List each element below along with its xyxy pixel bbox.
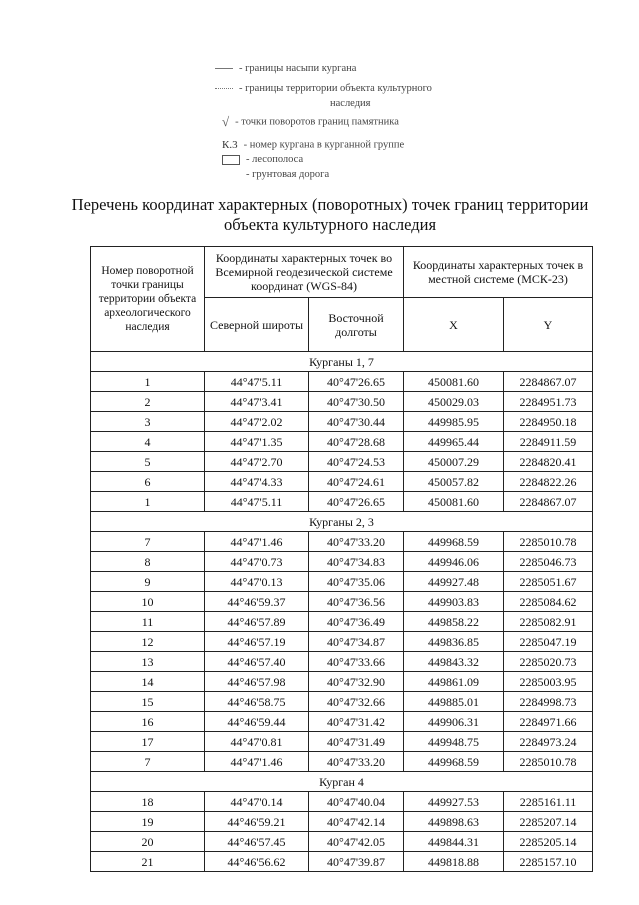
cell-x: 449985.95 xyxy=(404,412,504,432)
cell-point-number: 11 xyxy=(91,612,205,632)
cell-y: 2285047.19 xyxy=(504,632,593,652)
table-row xyxy=(91,732,593,752)
cell-x: 449948.75 xyxy=(404,732,504,752)
cell-east-longitude: 40°47'26.65 xyxy=(309,372,404,392)
header-east-longitude: Восточной долготы xyxy=(309,298,404,352)
cell-x: 449898.63 xyxy=(404,812,504,832)
cell-y: 2284867.07 xyxy=(504,372,593,392)
table-row xyxy=(91,712,593,732)
table-row xyxy=(91,572,593,592)
cell-x: 449836.85 xyxy=(404,632,504,652)
cell-y: 2285157.10 xyxy=(504,852,593,872)
cell-point-number: 3 xyxy=(91,412,205,432)
cell-east-longitude: 40°47'33.20 xyxy=(309,532,404,552)
section-label: Курганы 2, 3 xyxy=(91,512,593,532)
cell-east-longitude: 40°47'28.68 xyxy=(309,432,404,452)
header-x: X xyxy=(404,298,504,352)
cell-x: 449946.06 xyxy=(404,552,504,572)
cell-east-longitude: 40°47'34.83 xyxy=(309,552,404,572)
table-row xyxy=(91,632,593,652)
cell-y: 2284911.59 xyxy=(504,432,593,452)
table-row xyxy=(91,532,593,552)
cell-x: 449885.01 xyxy=(404,692,504,712)
legend-item-dirt-road: - грунтовая дорога xyxy=(246,169,330,181)
cell-north-latitude: 44°46'57.45 xyxy=(205,832,309,852)
cell-east-longitude: 40°47'30.50 xyxy=(309,392,404,412)
legend-item-mound-border: - границы насыпи кургана xyxy=(215,63,356,74)
legend-item-territory-border: - границы территории объекта культурного xyxy=(215,83,432,94)
cell-east-longitude: 40°47'31.49 xyxy=(309,732,404,752)
cell-point-number: 21 xyxy=(91,852,205,872)
cell-point-number: 12 xyxy=(91,632,205,652)
dash-line-icon xyxy=(215,68,233,69)
table-row xyxy=(91,492,593,512)
cell-point-number: 1 xyxy=(91,492,205,512)
cell-x: 450007.29 xyxy=(404,452,504,472)
cell-north-latitude: 44°46'59.44 xyxy=(205,712,309,732)
cell-y: 2285205.14 xyxy=(504,832,593,852)
cell-point-number: 9 xyxy=(91,572,205,592)
cell-north-latitude: 44°46'58.75 xyxy=(205,692,309,712)
cell-y: 2285046.73 xyxy=(504,552,593,572)
cell-y: 2285003.95 xyxy=(504,672,593,692)
cell-y: 2284950.18 xyxy=(504,412,593,432)
table-row xyxy=(91,392,593,412)
cell-y: 2284951.73 xyxy=(504,392,593,412)
cell-x: 449858.22 xyxy=(404,612,504,632)
table-row xyxy=(91,852,593,872)
cell-east-longitude: 40°47'42.05 xyxy=(309,832,404,852)
cell-y: 2285082.91 xyxy=(504,612,593,632)
cell-north-latitude: 44°46'57.98 xyxy=(205,672,309,692)
turning-point-icon: √ xyxy=(222,114,230,129)
cell-north-latitude: 44°47'5.11 xyxy=(205,492,309,512)
cell-point-number: 19 xyxy=(91,812,205,832)
map-legend xyxy=(0,0,639,190)
table-row xyxy=(91,792,593,812)
cell-east-longitude: 40°47'32.66 xyxy=(309,692,404,712)
cell-north-latitude: 44°46'56.62 xyxy=(205,852,309,872)
cell-north-latitude: 44°47'2.70 xyxy=(205,452,309,472)
cell-x: 449903.83 xyxy=(404,592,504,612)
cell-north-latitude: 44°46'59.21 xyxy=(205,812,309,832)
cell-y: 2285051.67 xyxy=(504,572,593,592)
cell-north-latitude: 44°47'0.13 xyxy=(205,572,309,592)
cell-point-number: 6 xyxy=(91,472,205,492)
cell-east-longitude: 40°47'24.61 xyxy=(309,472,404,492)
cell-point-number: 10 xyxy=(91,592,205,612)
table-row xyxy=(91,552,593,572)
cell-north-latitude: 44°46'57.19 xyxy=(205,632,309,652)
cell-east-longitude: 40°47'36.49 xyxy=(309,612,404,632)
cell-north-latitude: 44°47'1.46 xyxy=(205,532,309,552)
cell-point-number: 4 xyxy=(91,432,205,452)
header-wgs84-group: Координаты характерных точек во Всемирной геодезической системе координат (WGS-84) xyxy=(205,247,404,298)
table-row xyxy=(91,372,593,392)
legend-continuation: наследия xyxy=(330,98,371,109)
header-msk23-group: Координаты характерных точек в местной системе (МСК-23) xyxy=(404,247,593,298)
cell-y: 2285084.62 xyxy=(504,592,593,612)
cell-point-number: 15 xyxy=(91,692,205,712)
cell-point-number: 13 xyxy=(91,652,205,672)
cell-x: 449861.09 xyxy=(404,672,504,692)
cell-y: 2284998.73 xyxy=(504,692,593,712)
forest-strip-icon xyxy=(222,155,240,165)
table-row xyxy=(91,592,593,612)
cell-east-longitude: 40°47'30.44 xyxy=(309,412,404,432)
cell-point-number: 14 xyxy=(91,672,205,692)
cell-point-number: 7 xyxy=(91,752,205,772)
cell-x: 450081.60 xyxy=(404,372,504,392)
cell-east-longitude: 40°47'34.87 xyxy=(309,632,404,652)
kurgan-label-icon: К.3 xyxy=(222,139,238,151)
cell-x: 449965.44 xyxy=(404,432,504,452)
table-row xyxy=(91,612,593,632)
cell-east-longitude: 40°47'40.04 xyxy=(309,792,404,812)
cell-east-longitude: 40°47'32.90 xyxy=(309,672,404,692)
cell-y: 2285010.78 xyxy=(504,532,593,552)
cell-point-number: 8 xyxy=(91,552,205,572)
cell-x: 449927.53 xyxy=(404,792,504,812)
cell-y: 2284867.07 xyxy=(504,492,593,512)
table-row xyxy=(91,472,593,492)
table-row xyxy=(91,752,593,772)
cell-east-longitude: 40°47'39.87 xyxy=(309,852,404,872)
coordinates-body xyxy=(91,352,593,872)
cell-north-latitude: 44°47'0.73 xyxy=(205,552,309,572)
header-point-number: Номер поворотной точки границы территории объекта археологического наследия xyxy=(91,247,205,352)
section-row xyxy=(91,772,593,792)
legend-item-forest-strip: - лесополоса xyxy=(222,154,303,165)
table-row xyxy=(91,452,593,472)
cell-x: 449844.31 xyxy=(404,832,504,852)
cell-north-latitude: 44°47'4.33 xyxy=(205,472,309,492)
cell-east-longitude: 40°47'24.53 xyxy=(309,452,404,472)
cell-east-longitude: 40°47'36.56 xyxy=(309,592,404,612)
cell-point-number: 17 xyxy=(91,732,205,752)
cell-point-number: 18 xyxy=(91,792,205,812)
table-row xyxy=(91,692,593,712)
cell-point-number: 5 xyxy=(91,452,205,472)
cell-x: 450057.82 xyxy=(404,472,504,492)
cell-north-latitude: 44°47'1.46 xyxy=(205,752,309,772)
cell-x: 449906.31 xyxy=(404,712,504,732)
cell-point-number: 1 xyxy=(91,372,205,392)
cell-y: 2284973.24 xyxy=(504,732,593,752)
cell-y: 2285010.78 xyxy=(504,752,593,772)
cell-y: 2284820.41 xyxy=(504,452,593,472)
cell-y: 2285020.73 xyxy=(504,652,593,672)
cell-north-latitude: 44°46'57.89 xyxy=(205,612,309,632)
table-row xyxy=(91,652,593,672)
cell-x: 449843.32 xyxy=(404,652,504,672)
cell-x: 449927.48 xyxy=(404,572,504,592)
cell-x: 449818.88 xyxy=(404,852,504,872)
table-row xyxy=(91,672,593,692)
cell-east-longitude: 40°47'26.65 xyxy=(309,492,404,512)
header-north-latitude: Северной широты xyxy=(205,298,309,352)
cell-point-number: 7 xyxy=(91,532,205,552)
cell-north-latitude: 44°47'3.41 xyxy=(205,392,309,412)
cell-east-longitude: 40°47'42.14 xyxy=(309,812,404,832)
cell-point-number: 16 xyxy=(91,712,205,732)
cell-point-number: 2 xyxy=(91,392,205,412)
cell-north-latitude: 44°47'0.81 xyxy=(205,732,309,752)
page-title: Перечень координат характерных (поворотных) точек границ территории объекта культурного наследия xyxy=(71,195,589,234)
section-row xyxy=(91,352,593,372)
section-row xyxy=(91,512,593,532)
cell-east-longitude: 40°47'35.06 xyxy=(309,572,404,592)
cell-north-latitude: 44°46'59.37 xyxy=(205,592,309,612)
cell-north-latitude: 44°46'57.40 xyxy=(205,652,309,672)
table-row xyxy=(91,432,593,452)
cell-y: 2285207.14 xyxy=(504,812,593,832)
cell-x: 450081.60 xyxy=(404,492,504,512)
header-y: Y xyxy=(504,298,593,352)
cell-north-latitude: 44°47'2.02 xyxy=(205,412,309,432)
cell-x: 449968.59 xyxy=(404,752,504,772)
table-row xyxy=(91,412,593,432)
legend-item-kurgan-number: К.3 - номер кургана в курганной группе xyxy=(222,139,405,151)
section-label: Курган 4 xyxy=(91,772,593,792)
table-row xyxy=(91,832,593,852)
cell-north-latitude: 44°47'1.35 xyxy=(205,432,309,452)
cell-y: 2284822.26 xyxy=(504,472,593,492)
cell-east-longitude: 40°47'31.42 xyxy=(309,712,404,732)
coordinates-table xyxy=(90,246,593,872)
cell-point-number: 20 xyxy=(91,832,205,852)
cell-y: 2284971.66 xyxy=(504,712,593,732)
cell-north-latitude: 44°47'5.11 xyxy=(205,372,309,392)
cell-east-longitude: 40°47'33.20 xyxy=(309,752,404,772)
cell-y: 2285161.11 xyxy=(504,792,593,812)
section-label: Курганы 1, 7 xyxy=(91,352,593,372)
table-row xyxy=(91,812,593,832)
cell-x: 449968.59 xyxy=(404,532,504,552)
cell-east-longitude: 40°47'33.66 xyxy=(309,652,404,672)
cell-x: 450029.03 xyxy=(404,392,504,412)
legend-item-turning-points: √ - точки поворотов границ памятника xyxy=(222,114,399,129)
cell-north-latitude: 44°47'0.14 xyxy=(205,792,309,812)
dotted-line-icon xyxy=(215,88,233,89)
